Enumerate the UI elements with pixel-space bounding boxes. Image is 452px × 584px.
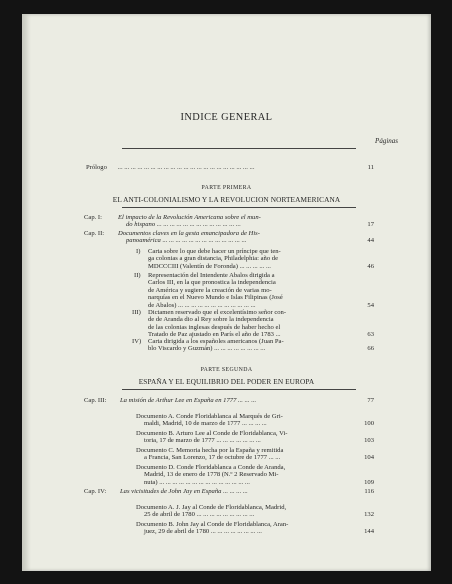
doc-iv-b-page: 144: [364, 528, 374, 536]
doc-b-line-2: toria, 17 de marzo de 1777 ... ... ... ... ... ... ...: [144, 437, 261, 445]
doc-d-line-1: Documento D. Conde Floridablanca a Conde de Aranda,: [136, 464, 286, 471]
doc-i-number: I): [136, 248, 141, 255]
parte-primera-rule: [122, 207, 356, 208]
doc-i-line-2: ga colonias a gran distancia, Philadelphia: año de: [148, 255, 279, 263]
doc-iii-line-4: Tratado de Paz ajustado en París el año de 1783 ...: [148, 331, 281, 339]
doc-ii-line-1: Representación del Intendente Abalos dirigida a: [148, 272, 275, 279]
parte-primera-label: PARTE PRIMERA: [201, 185, 252, 191]
doc-a-line-1: Documento A. Conde Floridablanca al Marqués de Gri-: [136, 413, 283, 420]
doc-d-page: 109: [364, 478, 374, 486]
parte-segunda-rule: [122, 389, 356, 390]
cap-i-line-1: El impacto de la Revolución Americana sobre el mun-: [118, 214, 261, 221]
doc-iv-a-line-1: Documento A. J. Jay al Conde de Floridablanca, Madrid,: [136, 504, 287, 511]
cap-ii-line-1: Documentos claves en la gesta emancipadora de His-: [118, 230, 260, 237]
doc-ii-line-5: de Abalos) ... ... ... ... ... ... ... ... ... ... ... ...: [148, 301, 256, 309]
parte-primera-heading: EL ANTI-COLONIALISMO Y LA REVOLUCION NORTEAMERICANA: [112, 195, 341, 204]
cap-i-page: 17: [367, 221, 374, 229]
parte-segunda-label: PARTE SEGUNDA: [200, 367, 253, 373]
cap-iii-page: 77: [367, 397, 374, 404]
doc-b-line-1: Documento B. Arturo Lee al Conde de Floridablanca, Vi-: [136, 430, 288, 437]
doc-a-page: 100: [364, 420, 374, 428]
doc-iii-page: 63: [367, 331, 374, 339]
doc-iv-a-line-2: 25 de abril de 1780 ... ... ... ... ... ... ... ... ...: [144, 511, 255, 519]
doc-ii-page: 54: [367, 301, 374, 309]
doc-a-line-2: maldi, Madrid, 10 de marzo de 1777 ... ... ... ...: [144, 420, 267, 428]
doc-iii-line-1: Dictamen reservado que el excelentísimo señor con-: [148, 309, 287, 316]
doc-iv-b-line-1: Documento B. John Jay al Conde de Floridablanca, Aran-: [136, 521, 289, 528]
doc-iv-line-1: Carta dirigida a los españoles americanos (Juan Pa-: [148, 338, 284, 345]
cap-ii-number: Cap. II:: [84, 230, 105, 237]
cap-iv-page: 116: [364, 488, 374, 495]
cap-iii-title: La misión de Arthur Lee en España en 1777 ... ... ...: [120, 397, 257, 404]
doc-iv-a-page: 132: [364, 511, 374, 519]
doc-c-line-2: a Francia, San Lorenzo, 17 de octubre de 1777 ... ...: [144, 454, 281, 462]
book-page: [22, 14, 431, 571]
doc-iii-number: III): [132, 309, 141, 316]
cap-iv-title: Las vicisitudes de John Jay en España ... ... ... ...: [120, 488, 248, 495]
cap-ii-line-2: panoamérica ... ... ... ... ... ... ... ... ... ... ... ... ...: [126, 237, 247, 245]
doc-iii-line-3: de las colonias inglesas después de haber hecho el: [148, 323, 281, 331]
cap-ii-page: 44: [367, 237, 374, 245]
cap-iii-number: Cap. III:: [84, 397, 107, 404]
prologo-dots: ... ... ... ... ... ... ... ... ... ... ... ... ... ... ... ... ... ... ... ... ...: [116, 164, 255, 171]
doc-ii-line-4: narquías en el Nuevo Mundo e Islas Filipinas (José: [148, 294, 283, 302]
cap-i-line-2: do hispano ... ... ... ... ... ... ... ... ... ... ... ... ...: [126, 221, 241, 229]
doc-i-line-1: Carta sobre lo que debe hacer un príncipe que ten-: [148, 248, 281, 255]
doc-iv-page: 66: [367, 345, 374, 353]
doc-i-line-3: MDCCCIII (Valentín de Foronda) ... ... ... ... ...: [148, 262, 271, 270]
cap-i-number: Cap. I:: [84, 214, 102, 221]
page-spine-shadow: [22, 14, 31, 571]
cap-iv-number: Cap. IV:: [84, 488, 107, 495]
doc-iii-line-2: de de Aranda dio al Rey sobre la independencia: [148, 316, 274, 324]
doc-ii-line-3: de América y sugiere la creación de varias mo-: [148, 286, 272, 294]
doc-iv-b-line-2: juez, 29 de abril de 1780 ... ... ... ... ... ... ... ...: [144, 528, 262, 536]
doc-ii-number: II): [134, 272, 141, 279]
paginas-header: Páginas: [375, 137, 398, 145]
prologo-label: Prólogo: [86, 164, 107, 171]
doc-d-line-3: nuta) ... ... ... ... ... ... ... ... ... ... ... ... ... ...: [144, 478, 250, 486]
parte-segunda-heading: ESPAÑA Y EL EQUILIBRIO DEL PODER EN EUROPA: [138, 377, 315, 386]
doc-iv-line-2: blo Viscardo y Guzmán) ... ... ... ... ... ... ... ...: [148, 345, 266, 353]
doc-ii-line-2: Carlos III, en la que pronostica la independencia: [148, 279, 276, 287]
doc-d-line-2: Madrid, 13 de enero de 1778 (N.º 2 Reservado Mi-: [144, 471, 279, 479]
doc-c-line-1: Documento C. Memoria hecha por la España y remitida: [136, 447, 284, 454]
index-title: INDICE GENERAL: [180, 112, 273, 123]
doc-b-page: 103: [364, 437, 374, 445]
doc-c-page: 104: [364, 454, 374, 462]
prologo-page: 11: [367, 164, 374, 171]
header-rule: [122, 148, 356, 149]
doc-iv-number: IV): [132, 338, 142, 345]
doc-i-page: 46: [367, 262, 374, 270]
